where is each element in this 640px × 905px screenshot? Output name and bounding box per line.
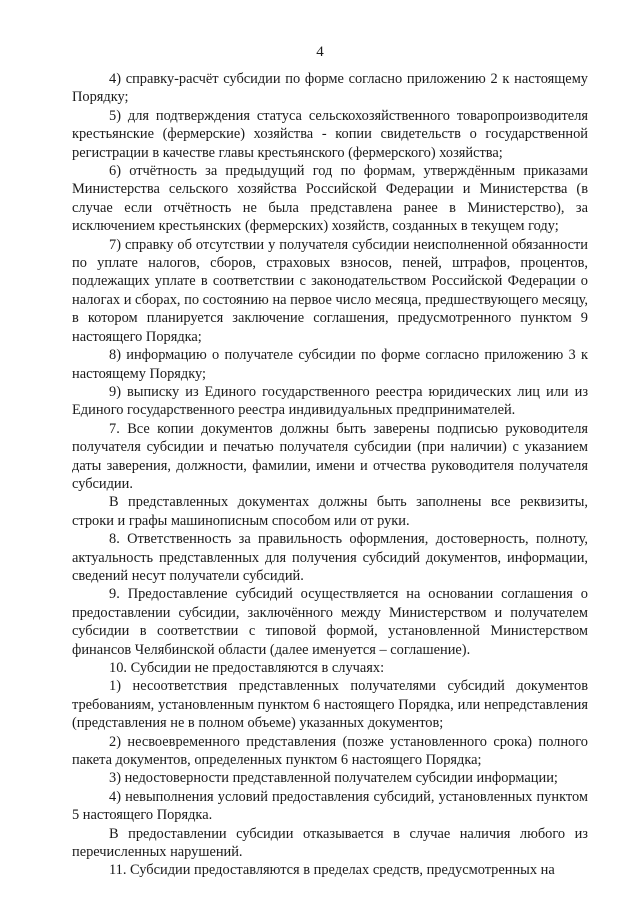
paragraph-case-1-nonconformity: 1) несоответствия представленных получателями субсидий документов требованиям, установленным пунктом 6 настоящего Порядка, или непредставления (представления не в полном объеме) указанных документов; [72,678,588,732]
paragraph-clause-8-responsibility: 8. Ответственность за правильность оформления, достоверность, полноту, актуальность представленных для получения субсидий документов, информации, сведений несут получатели субсидий. [72,531,588,584]
paragraph-item-7-tax-certificate: 7) справку об отсутствии у получателя субсидии неисполненной обязанности по уплате налогов, сборов, страховых взносов, пеней, штрафов, процентов, подлежащих уплате в соответствии с законодательством Российской Федерации о налогах и сборах, по состоянию на первое число месяца, предшествующего месяцу, в котором планируется заключение соглашения, предусмотренного пунктом 9 настоящего Порядка; [72,236,588,345]
paragraph-item-8-recipient-info: 8) информацию о получателе субсидии по форме согласно приложению 3 к настоящему Порядку; [72,347,588,382]
paragraph-item-4-salary-calculation: 4) справку-расчёт субсидии по форме согласно приложению 2 к настоящему Порядку; [72,71,588,106]
paragraph-requisites: В представленных документах должны быть заполнены все реквизиты, строки и графы машинописным способом или от руки. [72,494,588,529]
paragraph-case-2-late-submission: 2) несвоевременного представления (позже установленного срока) полного пакета документов, определенных пунктом 6 настоящего Порядка; [72,733,588,769]
paragraph-item-5-farm-status: 5) для подтверждения статуса сельскохозяйственного товаропроизводителя крестьянские (фермерские) хозяйства - копии свидетельств о государственной регистрации в качестве главы крестьянского (фермерского) хозяйства; [72,107,588,161]
paragraph-item-6-reporting: 6) отчётность за предыдущий год по формам, утверждённым приказами Министерства сельского хозяйства Российской Федерации и Министерства (в случае если отчётность не была представлена ранее в Министерство), за исключением крестьянских (фермерских) хозяйств, созданных в текущем году; [72,163,588,235]
paragraph-case-3-false-info: 3) недостоверности представленной получателем субсидии информации; [109,770,558,787]
paragraph-case-4-conditions: 4) невыполнения условий предоставления субсидий, установленных пунктом 5 настоящего Порядка. [72,788,588,824]
paragraph-item-9-registry-extract: 9) выписку из Единого государственного реестра юридических лиц или из Единого государственного реестра индивидуальных предпринимателей. [72,383,588,419]
paragraph-clause-10-cases: 10. Субсидии не предоставляются в случаях: [109,660,385,676]
paragraph-clause-7-certification: 7. Все копии документов должны быть заверены подписью руководителя получателя субсидии и печатью получателя субсидии (при наличии) с указанием даты заверения, должности, фамилии, имени и отчества руководителя получателя субсидии. [72,420,588,492]
paragraph-clause-11-funds: 11. Субсидии предоставляются в пределах средств, предусмотренных на [109,862,555,879]
paragraph-clause-9-agreement: 9. Предоставление субсидий осуществляется на основании соглашения о предоставлении субсидии, заключённого между Министерством и получателем субсидии в соответствии с типовой формой, установленной Министерством финансов Челябинской области (далее именуется – соглашение). [72,586,588,658]
paragraph-refusal: В предоставлении субсидии отказывается в случае наличия любого из перечисленных нарушений. [72,825,588,861]
document-body [72,70,588,880]
page-number: 4 [316,44,324,60]
